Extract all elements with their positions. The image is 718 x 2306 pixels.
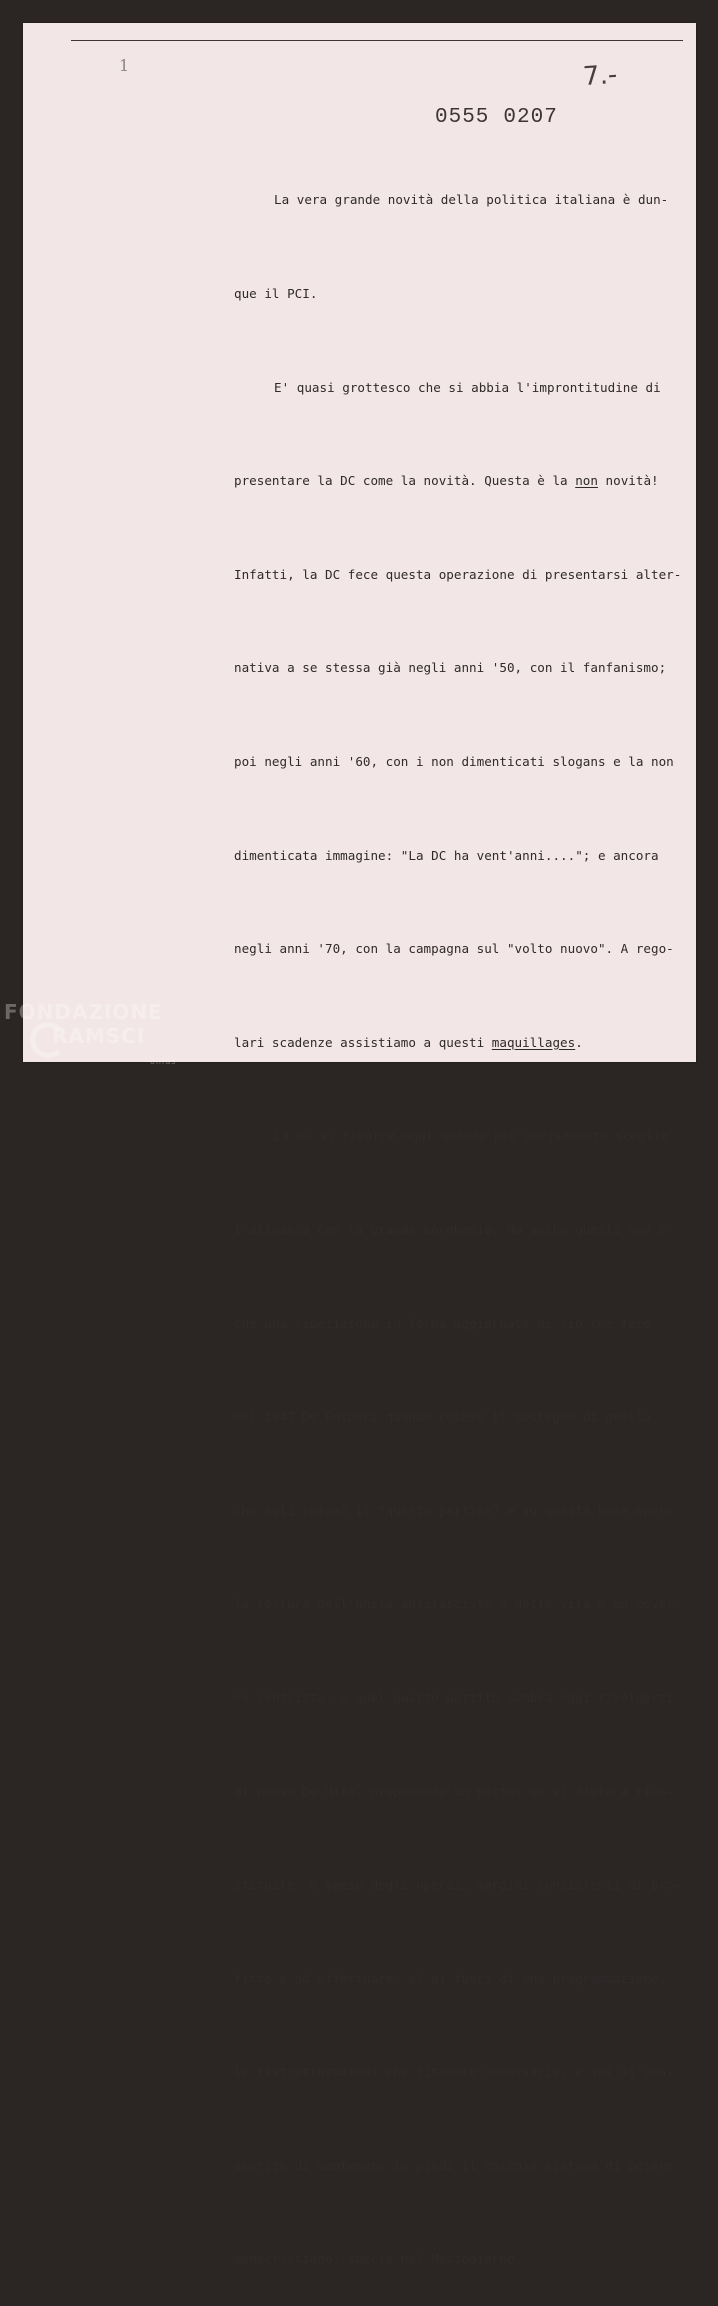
text-line: no centrista. A quel quarto partito sembra oggi rivolgersi [234, 1689, 674, 1705]
text-fragment: presentare la DC come la novità. Questa è la [234, 473, 576, 489]
text-line: nel 1947 De Gasperi quando chiese il sostegno di quella [234, 1409, 652, 1425]
text-line-underlined [234, 1027, 681, 1058]
text-line: nativa a se stessa già negli anni '50, con il fanfanismo; [234, 660, 667, 676]
watermark-onlus: onlus [150, 1057, 177, 1066]
pencil-mark: 1 [119, 56, 130, 75]
text-fragment: . [575, 1034, 583, 1050]
watermark-line1: FONDAZIONE [4, 1000, 163, 1024]
watermark-line2: RAMSCI [52, 1024, 146, 1048]
text-line: Infatti, la DC fece questa operazione di presentarsi alter- [234, 566, 682, 582]
text-line: che egli chiamò il "quarto partito" e su questa base operò [234, 1502, 674, 1518]
text-line: di nuovo De Mita, proponendo un patto: io vi aiuto a rico- [234, 1783, 674, 1799]
text-line: poi negli anni '60, con i non dimenticati slogans e la non [234, 753, 674, 769]
underlined-word: maquillages [491, 1034, 576, 1050]
gramsci-g-logo-icon [30, 1022, 66, 1058]
fondazione-gramsci-watermark [4, 1000, 177, 1066]
text-line: La vera grande novità della politica italiana è dun- [274, 192, 669, 208]
text-line: negli anni '70, con la campagna sul "volto nuovo". A rego- [234, 941, 674, 957]
text-line-underlined [234, 465, 681, 496]
text-line: que il PCI. [234, 286, 318, 301]
archive-code-part: 0207 [503, 106, 558, 129]
page-number: 7.- [581, 59, 619, 93]
text-line: La DC vi ricorre oggi quando più decisamente sceglie [274, 1128, 669, 1144]
text-fragment: novità! [597, 473, 659, 489]
text-line: che una ripetizione in forma aggiornata di ciò che fece [234, 1315, 652, 1331]
top-rule [71, 40, 683, 41]
body-text [212, 122, 681, 2306]
text-line: dimenticata immagine: "La DC ha vent'anni...."; e ancora [234, 847, 659, 863]
text-line: l'alleanza con la grande borghesia. Ma anche questa non è [234, 1221, 667, 1237]
text-line: democristiano, specie nel Mezzogiorno. [234, 2251, 523, 2267]
text-fragment: lari scadenze assistiamo a questi [234, 1034, 492, 1050]
text-line: fitto e ad effettuare, al di fuori di una programmazione, [234, 1970, 667, 1986]
text-line: sentite di mantenere in piedi il costoso sistema di potere [234, 2157, 674, 2173]
underlined-word: non [575, 473, 598, 489]
text-line: la rottura dell'unità antifascista e dette vita a un gover- [234, 1596, 682, 1612]
text-line: E' quasi grottesco che si abbia l'improntitudine di [274, 379, 661, 395]
text-line: le ristrutturazioni che ritenere necessarie; e voi mi con- [234, 2064, 674, 2080]
text-line: stituire, a spese degli operai, margini consistenti di pro- [234, 1877, 682, 1893]
archive-code-part: 0555 [435, 106, 490, 129]
